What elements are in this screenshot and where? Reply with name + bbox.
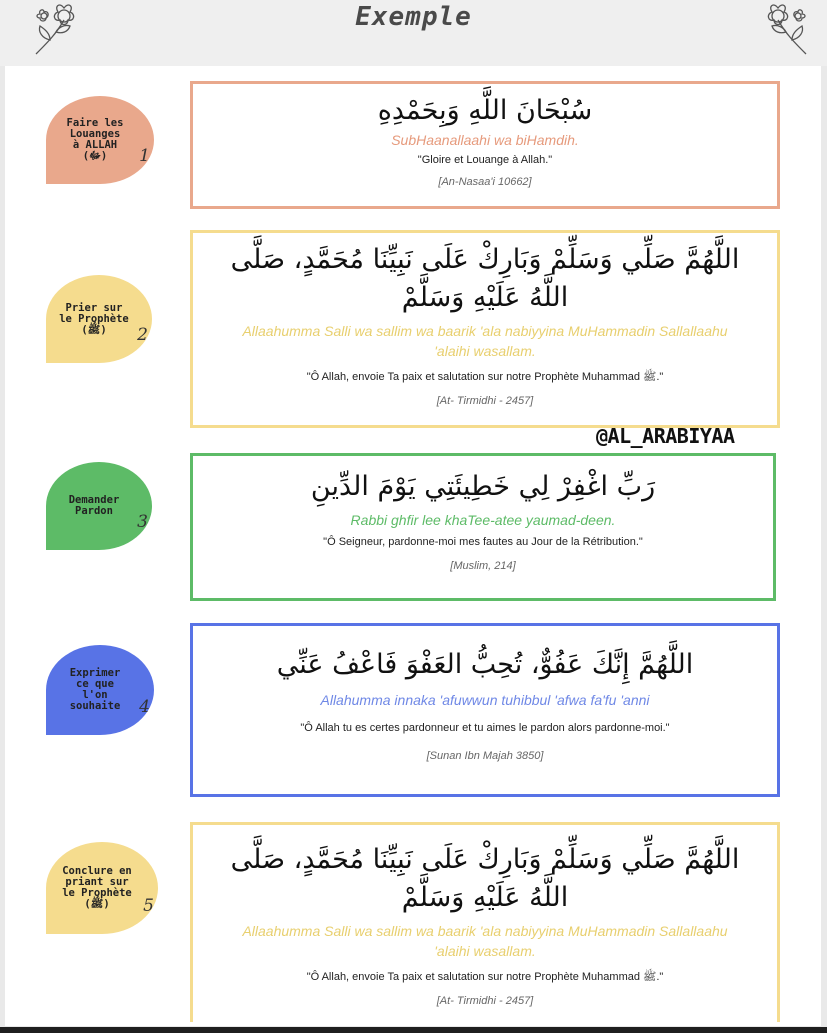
watermark-handle: @AL_ARABIYAA — [596, 424, 735, 448]
step-label: Conclure en priant sur le Prophète (ﷺ) — [62, 865, 132, 910]
step-label: Faire les Louanges à ALLAH (ﷻ) — [66, 117, 124, 162]
transliteration: Allaahumma Salli wa sallim wa baarik 'ala nabiyyina MuHammadin Sallallaahu 'alaihi wasallam. — [242, 923, 728, 959]
step-label: Demander Pardon — [68, 494, 120, 517]
source-reference: [At- Tirmidhi - 2457] — [436, 995, 534, 1007]
transliteration: SubHaanallaahi wa biHamdih. — [391, 132, 579, 148]
dua-card-1 — [190, 81, 780, 209]
translation: "Ô Allah tu es certes pardonneur et tu aimes le pardon alors pardonne-moi." — [300, 722, 670, 734]
translation: "Ô Seigneur, pardonne-moi mes fautes au Jour de la Rétribution." — [323, 536, 643, 548]
header-bar — [0, 0, 827, 66]
step-label: Prier sur le Prophète (ﷺ) — [59, 301, 129, 336]
arabic-text: اللَّهُمَّ صَلِّي وَسَلِّمْ وَبَارِكْ عَلَى نَبِيِّنَا مُحَمَّدٍ، صَلَّى اللَّهُ عَلَيْهِ وَسَلَّمْ — [230, 844, 740, 913]
arabic-text: اللَّهُمَّ إِنَّكَ عَفُوٌّ، تُحِبُّ العَفْوَ فَاعْفُ عَنِّي — [276, 649, 694, 680]
arabic-text: سُبْحَانَ اللَّهِ وَبِحَمْدِهِ — [377, 95, 593, 126]
transliteration: Rabbi ghfir lee khaTee-atee yaumad-deen. — [350, 512, 616, 528]
translation: "Gloire et Louange à Allah." — [417, 154, 553, 166]
step-badge-4 — [46, 645, 154, 735]
flower-ornament-icon — [756, 2, 812, 58]
step-badge-5 — [46, 842, 158, 934]
step-number: 3 — [137, 512, 148, 532]
step-number: 5 — [143, 896, 154, 916]
source-reference: [Muslim, 214] — [450, 560, 516, 572]
dua-card-3 — [190, 453, 776, 601]
dua-card-2 — [190, 230, 780, 428]
translation: "Ô Allah, envoie Ta paix et salutation sur notre Prophète Muhammad ﷺ." — [306, 371, 664, 383]
step-number: 1 — [139, 146, 150, 166]
source-reference: [At- Tirmidhi - 2457] — [436, 395, 534, 407]
page-title: Exemple — [355, 2, 472, 32]
dua-card-5 — [190, 822, 780, 1022]
dua-card-4 — [190, 623, 780, 797]
step-number: 2 — [137, 325, 148, 345]
step-label: Exprimer ce que l'on souhaite — [69, 667, 121, 712]
arabic-text: اللَّهُمَّ صَلِّي وَسَلِّمْ وَبَارِكْ عَلَى نَبِيِّنَا مُحَمَّدٍ، صَلَّى اللَّهُ عَلَيْهِ وَسَلَّمْ — [230, 244, 740, 313]
source-reference: [Sunan Ibn Majah 3850] — [426, 750, 544, 762]
step-badge-1 — [46, 96, 154, 184]
transliteration: Allaahumma Salli wa sallim wa baarik 'ala nabiyyina MuHammadin Sallallaahu 'alaihi wasallam. — [242, 323, 728, 359]
step-number: 4 — [139, 697, 150, 717]
step-badge-3 — [46, 462, 152, 550]
arabic-text: رَبِّ اغْفِرْ لِي خَطِيئَتِي يَوْمَ الدِّينِ — [310, 471, 656, 502]
transliteration: Allahumma innaka 'afuwwun tuhibbul 'afwa fa'fu 'anni — [320, 692, 650, 708]
source-reference: [An-Nasaa'i 10662] — [438, 176, 532, 188]
step-badge-2 — [46, 275, 152, 363]
translation: "Ô Allah, envoie Ta paix et salutation sur notre Prophète Muhammad ﷺ." — [306, 971, 664, 983]
bottom-border — [0, 1027, 827, 1033]
